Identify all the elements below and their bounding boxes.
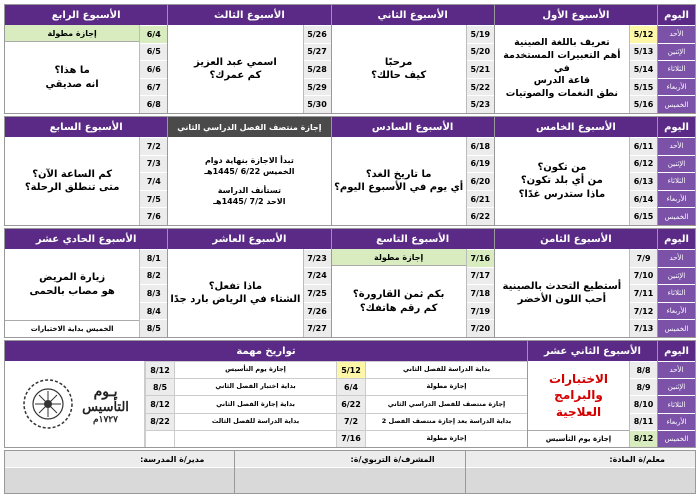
mid-semester-break xyxy=(167,117,330,225)
date-cell: 5/29 xyxy=(304,78,331,96)
date-cell: 7/17 xyxy=(467,267,494,285)
date-cell: 8/8 xyxy=(630,361,657,378)
week-dates xyxy=(629,25,657,113)
event-label: بداية الدراسة للفصل الثاني xyxy=(402,365,491,374)
date-cell: 5/15 xyxy=(630,78,657,96)
date-cell: 7/23 xyxy=(304,249,331,267)
date-cell: 6/8 xyxy=(140,95,167,113)
date-cell: 8/5 xyxy=(140,319,167,337)
day-wednesday: الأربعاء xyxy=(658,302,695,320)
event-date: 8/22 xyxy=(145,414,175,430)
date-cell: 7/27 xyxy=(304,319,331,337)
day-header: اليوم xyxy=(658,341,695,361)
date-cell: 5/13 xyxy=(630,43,657,61)
date-cell: 6/21 xyxy=(467,190,494,208)
important-date-row xyxy=(145,378,527,395)
important-dates xyxy=(5,341,527,447)
date-cell: 8/1 xyxy=(140,249,167,267)
day-sunday: الأحد xyxy=(658,249,695,267)
week-12 xyxy=(527,341,657,447)
date-cell: 5/28 xyxy=(304,60,331,78)
date-cell: 6/6 xyxy=(140,60,167,78)
date-cell: 7/6 xyxy=(140,207,167,225)
lesson-line: زيارة المريض xyxy=(39,272,106,283)
week-lesson xyxy=(5,42,139,113)
day-column xyxy=(657,117,695,225)
event-date: 6/22 xyxy=(336,396,366,412)
date-cell: 5/20 xyxy=(467,43,494,61)
lesson-line: قاعة الدرس xyxy=(533,75,590,87)
day-tuesday: الثلاثاء xyxy=(658,172,695,190)
lesson-line: ماذا تفعل؟ xyxy=(208,280,263,292)
week-5 xyxy=(494,117,657,225)
important-dates-title: تواريخ مهمة xyxy=(5,341,527,361)
week-lesson xyxy=(495,137,629,225)
week-dates xyxy=(466,249,494,337)
week-9 xyxy=(331,229,494,337)
day-tuesday: الثلاثاء xyxy=(658,284,695,302)
lesson-line: أحب اللون الأخضر xyxy=(517,294,607,305)
week-8 xyxy=(494,229,657,337)
week-note: الخميس بداية الاختبارات xyxy=(5,320,139,337)
date-cell: 5/22 xyxy=(467,78,494,96)
event-label: بداية الدراسة بعد إجازة منتصف الفصل 2 xyxy=(381,416,512,425)
important-date-row xyxy=(145,430,527,447)
week-dates xyxy=(466,25,494,113)
date-cell: 8/2 xyxy=(140,267,167,285)
date-cell: 8/11 xyxy=(630,413,657,430)
week-lesson xyxy=(332,137,466,225)
day-thursday: الخميس xyxy=(658,319,695,337)
date-cell: 7/25 xyxy=(304,284,331,302)
week-title: الأسبوع الثاني xyxy=(332,5,494,25)
lesson-line: ماذا ستدرس غدًا؟ xyxy=(518,188,606,200)
band-week-12-important-dates xyxy=(4,340,696,448)
date-cell: 7/10 xyxy=(630,267,657,285)
date-cell: 7/19 xyxy=(467,302,494,320)
week-10 xyxy=(167,229,330,337)
lesson-line: اسمي عبد العزيز xyxy=(194,56,277,68)
day-monday: الإثنين xyxy=(658,155,695,173)
lesson-line: من أي بلد تكون؟ xyxy=(520,175,603,187)
date-cell: 7/2 xyxy=(140,137,167,155)
lesson-line: كم رقم هاتفك؟ xyxy=(359,302,438,314)
date-cell: 8/4 xyxy=(140,302,167,320)
break-line: الخميس 6/22 /1445هـ xyxy=(204,166,295,176)
lesson-line: ما هذا؟ xyxy=(54,65,90,76)
signature-space xyxy=(235,467,464,493)
day-tuesday: الثلاثاء xyxy=(658,60,695,78)
date-cell: 5/26 xyxy=(304,25,331,43)
principal-label: مدير/ة المدرسة: xyxy=(5,451,234,467)
lesson-line: الاختبارات xyxy=(548,372,609,387)
break-line: تستأنف الدراسة xyxy=(217,186,281,195)
lesson-line: أهم التعبيرات المستخدمة في xyxy=(503,49,621,74)
event-date: 8/5 xyxy=(145,379,175,395)
day-header: اليوم xyxy=(658,229,695,249)
event-label: بداية الدراسة للفصل الثالث xyxy=(211,416,300,425)
date-cell: 8/10 xyxy=(630,395,657,412)
date-cell: 5/12 xyxy=(630,25,657,43)
lesson-line: تعريف باللغة الصينية xyxy=(514,36,610,48)
break-details xyxy=(168,137,330,225)
day-wednesday: الأربعاء xyxy=(658,190,695,208)
event-label: إجازة منتصف للفصل الدراسي الثاني xyxy=(387,399,506,408)
band-weeks-1-4 xyxy=(4,4,696,114)
week-title: الأسبوع الثاني عشر xyxy=(528,341,657,361)
date-cell: 7/11 xyxy=(630,284,657,302)
week-note: إجازة يوم التأسيس xyxy=(528,430,629,447)
day-wednesday: الأربعاء xyxy=(658,78,695,96)
teacher-label: معلم/ة المادة: xyxy=(466,451,695,467)
date-cell: 5/23 xyxy=(467,95,494,113)
break-line: الاحد 7/2 /1445هـ xyxy=(213,197,286,207)
day-header: اليوم xyxy=(658,5,695,25)
date-cell: 8/9 xyxy=(630,378,657,395)
week-title: الأسبوع الأول xyxy=(495,5,657,25)
week-dates xyxy=(303,25,331,113)
date-cell: 7/3 xyxy=(140,155,167,173)
logo-line: يـوم xyxy=(93,383,118,400)
date-cell: 7/20 xyxy=(467,319,494,337)
week-3 xyxy=(167,5,330,113)
important-date-row xyxy=(145,361,527,378)
date-cell: 6/4 xyxy=(140,25,167,43)
event-date: 8/12 xyxy=(145,396,175,412)
signature-space xyxy=(5,467,234,493)
date-cell: 5/27 xyxy=(304,43,331,61)
date-cell: 5/16 xyxy=(630,95,657,113)
date-cell: 7/16 xyxy=(467,249,494,267)
day-tuesday: الثلاثاء xyxy=(658,395,695,412)
important-dates-rows xyxy=(145,361,527,447)
week-lesson xyxy=(168,249,302,337)
date-cell: 8/3 xyxy=(140,284,167,302)
week-dates xyxy=(629,361,657,447)
date-cell: 7/12 xyxy=(630,302,657,320)
event-label: إجازة مطولة xyxy=(426,434,467,443)
week-11 xyxy=(5,229,167,337)
lesson-line: من تكون؟ xyxy=(537,161,587,173)
band-weeks-8-11 xyxy=(4,228,696,338)
week-title: الأسبوع الحادي عشر xyxy=(5,229,167,249)
lesson-line: مرحبًا xyxy=(384,56,413,68)
event-label: إجازة يوم التأسيس xyxy=(225,365,286,374)
date-cell: 8/12 xyxy=(630,430,657,447)
break-title: إجازة منتصف الفصل الدراسي الثاني xyxy=(168,117,330,137)
date-cell: 7/13 xyxy=(630,319,657,337)
lesson-line: كم عمرك؟ xyxy=(209,70,262,81)
lesson-line: أي يوم في الأسبوع اليوم؟ xyxy=(334,182,464,193)
lesson-line: كيف حالك؟ xyxy=(371,70,427,81)
event-label: بداية اختبار الفصل الثاني xyxy=(215,382,296,391)
week-title: الأسبوع الثالث xyxy=(168,5,330,25)
week-dates xyxy=(629,249,657,337)
week-title: الأسبوع السابع xyxy=(5,117,167,137)
signature-space xyxy=(466,467,695,493)
logo-line: التأسيس xyxy=(82,399,129,415)
week-title: الأسبوع العاشر xyxy=(168,229,330,249)
week-dates xyxy=(629,137,657,225)
week-lesson xyxy=(332,25,466,113)
supervisor-signature xyxy=(234,451,464,493)
week-2 xyxy=(331,5,494,113)
week-7 xyxy=(5,117,167,225)
date-cell: 6/19 xyxy=(467,155,494,173)
date-cell: 7/26 xyxy=(304,302,331,320)
date-cell: 7/18 xyxy=(467,284,494,302)
day-column xyxy=(657,341,695,447)
lesson-line: متى تنطلق الرحلة؟ xyxy=(24,182,120,193)
week-4 xyxy=(5,5,167,113)
lesson-line: هو مصاب بالحمى xyxy=(29,285,115,297)
date-cell: 5/14 xyxy=(630,60,657,78)
event-label xyxy=(175,431,336,447)
important-date-row xyxy=(145,413,527,430)
day-sunday: الأحد xyxy=(658,25,695,43)
break-line: تبدأ الاجازة بنهاية دوام xyxy=(204,155,294,165)
lesson-line: أستطيع التحدث بالصينية xyxy=(502,280,622,292)
date-cell: 5/30 xyxy=(304,95,331,113)
founding-day-emblem-icon xyxy=(20,376,76,432)
date-cell: 7/5 xyxy=(140,190,167,208)
lesson-line: انه صديقي xyxy=(45,78,99,90)
day-wednesday: الأربعاء xyxy=(658,413,695,430)
week-title: الأسبوع السادس xyxy=(332,117,494,137)
day-header: اليوم xyxy=(658,117,695,137)
week-dates xyxy=(139,249,167,337)
event-date: 7/2 xyxy=(336,414,366,430)
principal-signature xyxy=(5,451,234,493)
week-dates xyxy=(139,25,167,113)
date-cell: 7/9 xyxy=(630,249,657,267)
event-date: 8/12 xyxy=(145,362,175,378)
date-cell: 6/5 xyxy=(140,43,167,61)
founding-day-wordmark xyxy=(82,384,129,425)
day-column xyxy=(657,5,695,113)
week-1 xyxy=(494,5,657,113)
date-cell: 7/24 xyxy=(304,267,331,285)
date-cell: 6/18 xyxy=(467,137,494,155)
band-weeks-5-7 xyxy=(4,116,696,226)
week-title: الأسبوع التاسع xyxy=(332,229,494,249)
week-dates xyxy=(139,137,167,225)
week-title: الأسبوع الثامن xyxy=(495,229,657,249)
date-cell: 6/7 xyxy=(140,78,167,96)
teacher-signature xyxy=(465,451,695,493)
week-lesson xyxy=(495,25,629,113)
date-cell: 7/4 xyxy=(140,172,167,190)
day-monday: الإثنين xyxy=(658,267,695,285)
event-date: 5/12 xyxy=(336,362,366,378)
week-lesson xyxy=(528,361,629,430)
lesson-line: بكم ثمن القارورة؟ xyxy=(352,289,445,300)
week-lesson xyxy=(168,25,302,113)
date-cell: 6/20 xyxy=(467,172,494,190)
signature-footer xyxy=(4,450,696,494)
day-monday: الإثنين xyxy=(658,43,695,61)
lesson-line: الشتاء في الرياض بارد جدًا xyxy=(170,294,301,305)
day-monday: الإثنين xyxy=(658,378,695,395)
day-thursday: الخميس xyxy=(658,430,695,447)
date-cell: 6/14 xyxy=(630,190,657,208)
day-column xyxy=(657,229,695,337)
event-label: بداية إجازة الفصل الثاني xyxy=(216,399,295,408)
week-lesson xyxy=(5,249,139,320)
date-cell: 6/15 xyxy=(630,207,657,225)
logo-line: ١٧٢٧م xyxy=(93,414,118,425)
important-date-row xyxy=(145,395,527,412)
event-date: 7/16 xyxy=(336,431,366,447)
holiday-label: إجازة مطولة xyxy=(332,249,466,266)
lesson-line: والبرامج العلاجية xyxy=(554,388,603,419)
day-thursday: الخميس xyxy=(658,95,695,113)
event-date: 6/4 xyxy=(336,379,366,395)
supervisor-label: المشرف/ة التربوي/ة: xyxy=(235,451,464,467)
week-lesson xyxy=(332,266,466,337)
week-6 xyxy=(331,117,494,225)
holiday-label: إجازة مطولة xyxy=(5,25,139,42)
lesson-line: كم الساعة الآن؟ xyxy=(32,168,113,180)
week-dates xyxy=(303,249,331,337)
day-sunday: الأحد xyxy=(658,137,695,155)
day-thursday: الخميس xyxy=(658,207,695,225)
date-cell: 6/11 xyxy=(630,137,657,155)
day-sunday: الأحد xyxy=(658,361,695,378)
lesson-line: نطق النغمات والصوتيات xyxy=(505,88,618,100)
event-label: إجازة مطولة xyxy=(426,382,467,391)
week-lesson xyxy=(5,137,139,225)
week-title: الأسبوع الخامس xyxy=(495,117,657,137)
week-lesson xyxy=(495,249,629,337)
week-dates xyxy=(466,137,494,225)
founding-day-logo xyxy=(5,361,145,447)
date-cell: 6/22 xyxy=(467,207,494,225)
lesson-line: ما تاريخ الغد؟ xyxy=(365,168,432,180)
date-cell: 5/19 xyxy=(467,25,494,43)
event-date xyxy=(145,431,175,447)
date-cell: 6/13 xyxy=(630,172,657,190)
week-title: الأسبوع الرابع xyxy=(5,5,167,25)
date-cell: 6/12 xyxy=(630,155,657,173)
date-cell: 5/21 xyxy=(467,60,494,78)
